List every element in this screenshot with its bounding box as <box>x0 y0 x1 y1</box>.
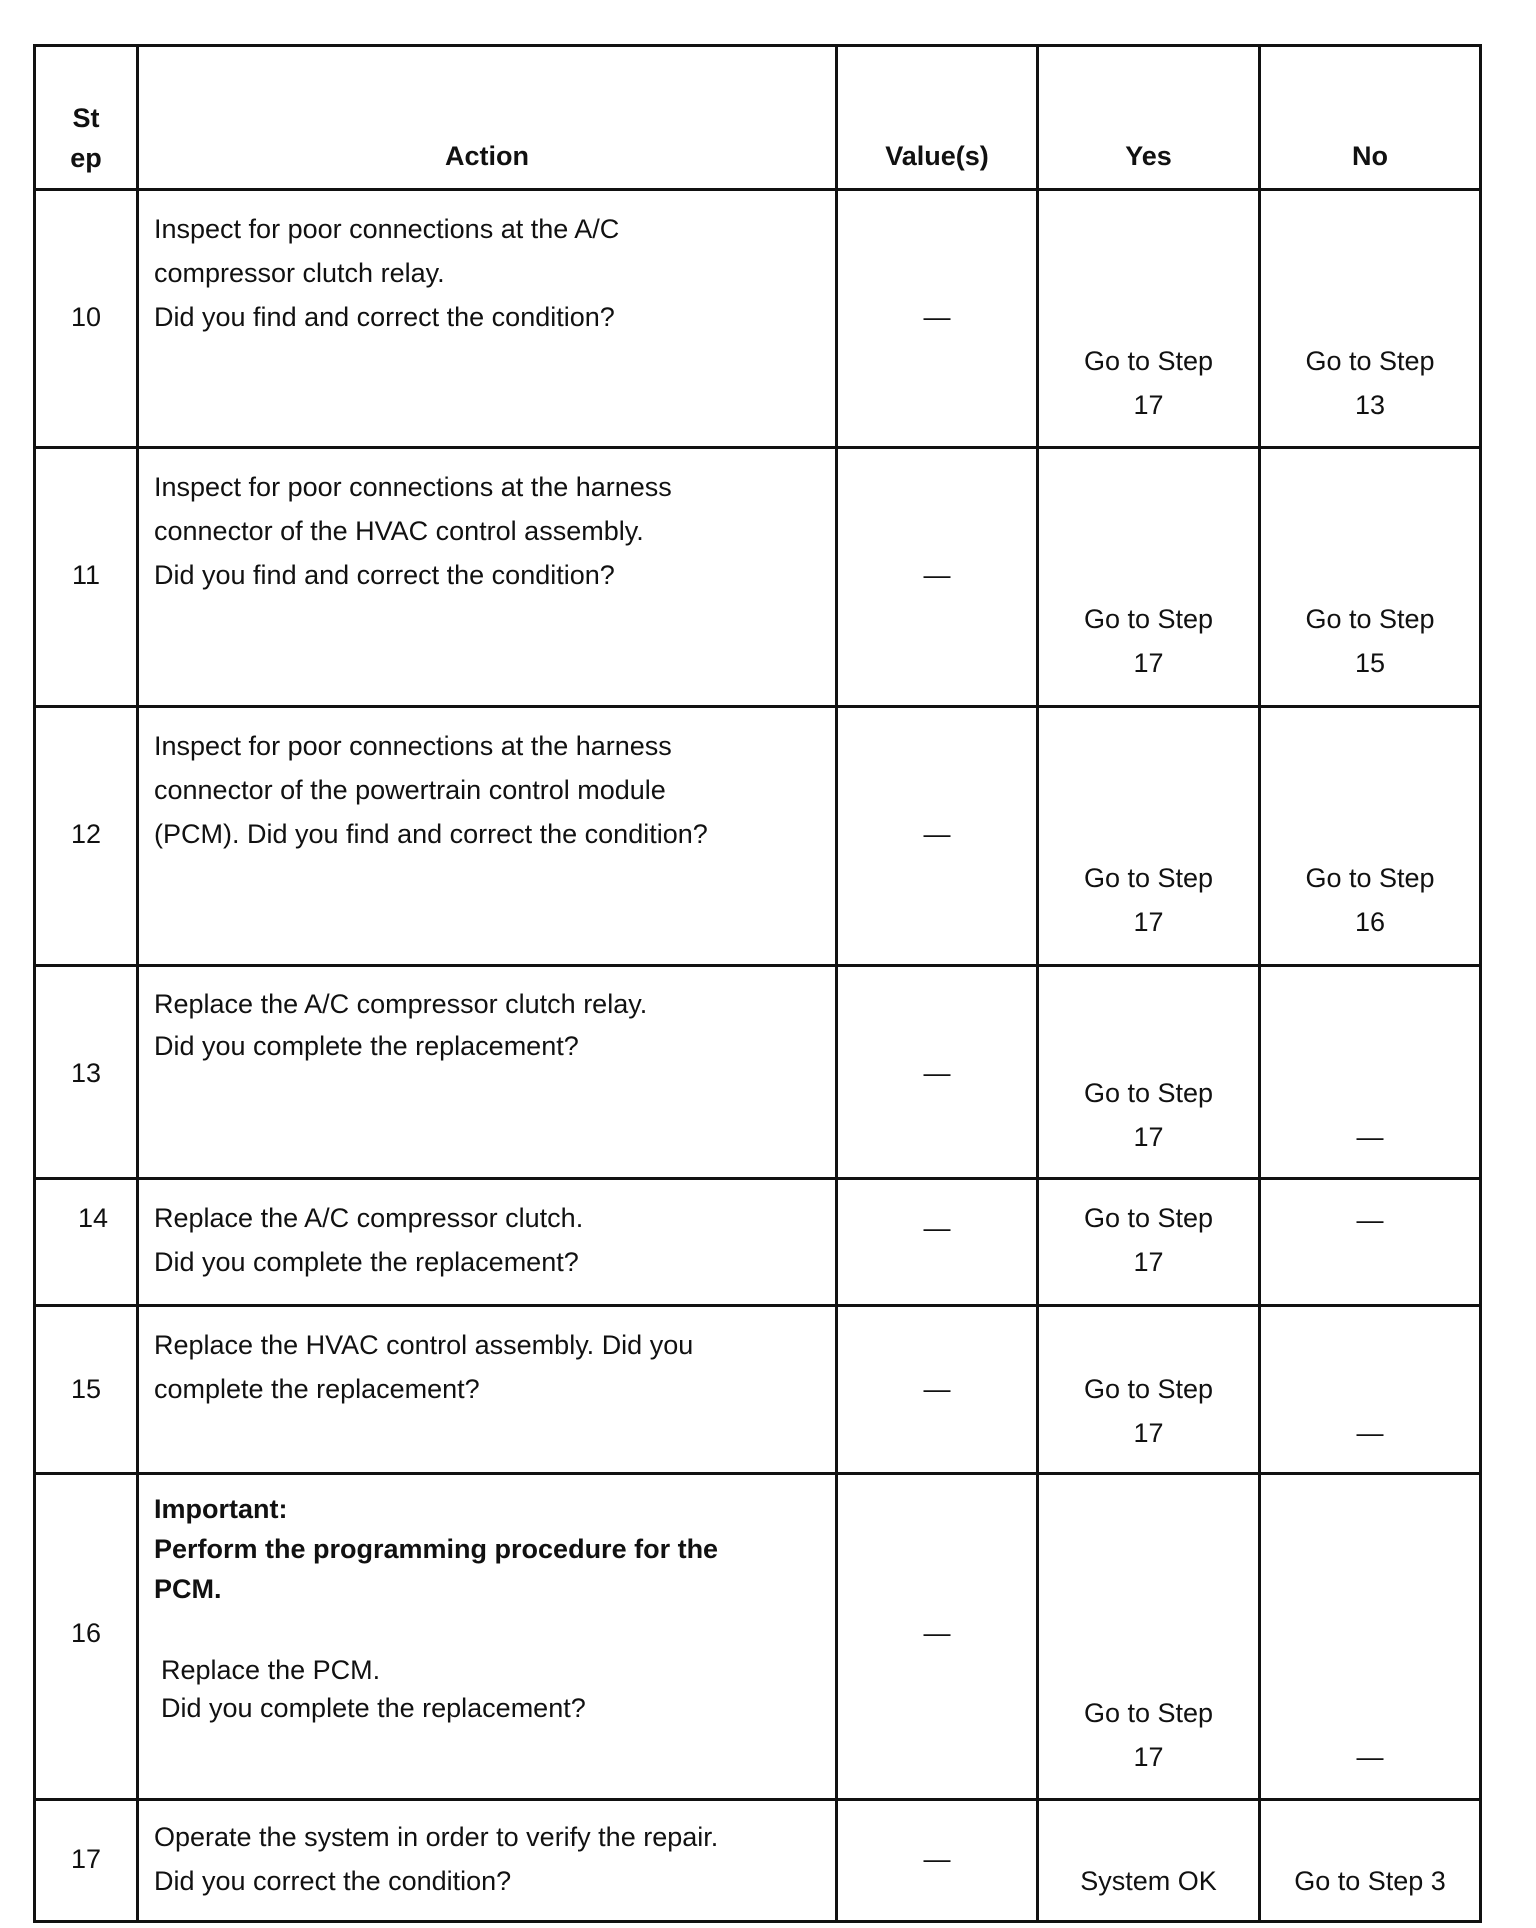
value-text: — <box>923 1213 951 1243</box>
action-cell <box>138 1800 837 1922</box>
action-text: Replace the A/C compressor clutch. Did you complete the replacement? <box>154 1203 584 1277</box>
value-text: — <box>923 1618 951 1648</box>
step-number: 17 <box>70 1844 102 1874</box>
step-number: 11 <box>71 560 101 590</box>
action-cell <box>138 448 837 707</box>
value-cell <box>837 1306 1038 1474</box>
step-cell <box>35 707 138 966</box>
action-text: Inspect for poor connections at the A/C compressor clutch relay. Did you find and correct the condition? <box>154 214 620 332</box>
action-text: Inspect for poor connections at the harness connector of the HVAC control assembly. Did you find and correct the condition? <box>154 472 672 590</box>
yes-cell <box>1038 190 1260 448</box>
step-number: 16 <box>70 1618 102 1648</box>
action-cell <box>138 1474 837 1800</box>
table-row <box>35 190 1481 448</box>
header-row <box>35 46 1481 190</box>
no-text: — <box>1356 1122 1384 1152</box>
value-cell <box>837 1800 1038 1922</box>
no-cell <box>1260 1179 1481 1306</box>
yes-cell <box>1038 448 1260 707</box>
step-number: 10 <box>70 302 102 332</box>
action-text: Inspect for poor connections at the harness connector of the powertrain control module (PCM). Did you find and correct the condition? <box>154 731 708 849</box>
value-text: — <box>923 1844 951 1874</box>
step-number: 13 <box>70 1058 102 1088</box>
yes-text: Go to Step 17 <box>1083 604 1214 678</box>
yes-text: Go to Step 17 <box>1083 1698 1214 1772</box>
important-note: Important: Perform the programming procedure for the PCM. <box>154 1494 719 1604</box>
yes-cell <box>1038 1474 1260 1800</box>
action-cell <box>138 190 837 448</box>
header-action: Action <box>138 46 837 190</box>
yes-cell <box>1038 1179 1260 1306</box>
value-cell <box>837 1179 1038 1306</box>
step-number: 12 <box>70 819 102 849</box>
action-text: Operate the system in order to verify the repair. Did you correct the condition? <box>154 1822 719 1896</box>
step-cell <box>35 1800 138 1922</box>
value-cell <box>837 190 1038 448</box>
no-cell <box>1260 190 1481 448</box>
step-cell <box>35 1306 138 1474</box>
action-cell <box>138 1306 837 1474</box>
header-step-label: St ep <box>70 103 102 173</box>
no-cell <box>1260 1306 1481 1474</box>
yes-cell <box>1038 707 1260 966</box>
action-text: Replace the HVAC control assembly. Did you complete the replacement? <box>154 1330 694 1404</box>
table-row <box>35 448 1481 707</box>
header-yes: Yes <box>1038 46 1260 190</box>
action-cell <box>138 707 837 966</box>
no-text: Go to Step 15 <box>1305 604 1435 678</box>
diagnostic-table <box>33 44 1482 1923</box>
step-number: 14 <box>77 1203 109 1233</box>
yes-text: Go to Step 17 <box>1083 1078 1214 1152</box>
step-number: 15 <box>70 1374 102 1404</box>
step-cell <box>35 1179 138 1306</box>
value-text: — <box>923 1374 951 1404</box>
value-cell <box>837 707 1038 966</box>
value-text: — <box>923 819 951 849</box>
yes-text: Go to Step 17 <box>1083 863 1214 937</box>
no-text: — <box>1356 1205 1384 1235</box>
header-values: Value(s) <box>837 46 1038 190</box>
header-no: No <box>1260 46 1481 190</box>
action-cell <box>138 1179 837 1306</box>
no-text: Go to Step 16 <box>1305 863 1435 937</box>
no-cell <box>1260 707 1481 966</box>
table-row <box>35 966 1481 1179</box>
value-cell <box>837 966 1038 1179</box>
yes-cell <box>1038 966 1260 1179</box>
value-text: — <box>923 560 951 590</box>
yes-text: Go to Step 17 <box>1083 346 1214 420</box>
step-cell <box>35 966 138 1179</box>
no-text: Go to Step 3 <box>1294 1866 1446 1896</box>
yes-cell <box>1038 1306 1260 1474</box>
no-text: — <box>1356 1742 1384 1772</box>
table-row <box>35 1474 1481 1800</box>
no-cell <box>1260 1800 1481 1922</box>
value-text: — <box>923 302 951 332</box>
value-cell <box>837 1474 1038 1800</box>
no-cell <box>1260 1474 1481 1800</box>
no-cell <box>1260 966 1481 1179</box>
table-row <box>35 1179 1481 1306</box>
value-text: — <box>923 1058 951 1088</box>
table-row <box>35 1306 1481 1474</box>
step-cell <box>35 1474 138 1800</box>
no-text: Go to Step 13 <box>1305 346 1435 420</box>
header-step <box>35 46 138 190</box>
step-cell <box>35 448 138 707</box>
step-cell <box>35 190 138 448</box>
yes-text: System OK <box>1080 1866 1217 1896</box>
action-text: Replace the A/C compressor clutch relay. Did you complete the replacement? <box>154 989 648 1061</box>
table-row <box>35 707 1481 966</box>
no-text: — <box>1356 1418 1384 1448</box>
action-cell <box>138 966 837 1179</box>
table-row <box>35 1800 1481 1922</box>
action-text: Replace the PCM. Did you complete the replacement? <box>161 1655 586 1723</box>
yes-text: Go to Step 17 <box>1083 1203 1214 1277</box>
yes-text: Go to Step 17 <box>1083 1374 1214 1448</box>
no-cell <box>1260 448 1481 707</box>
value-cell <box>837 448 1038 707</box>
yes-cell <box>1038 1800 1260 1922</box>
